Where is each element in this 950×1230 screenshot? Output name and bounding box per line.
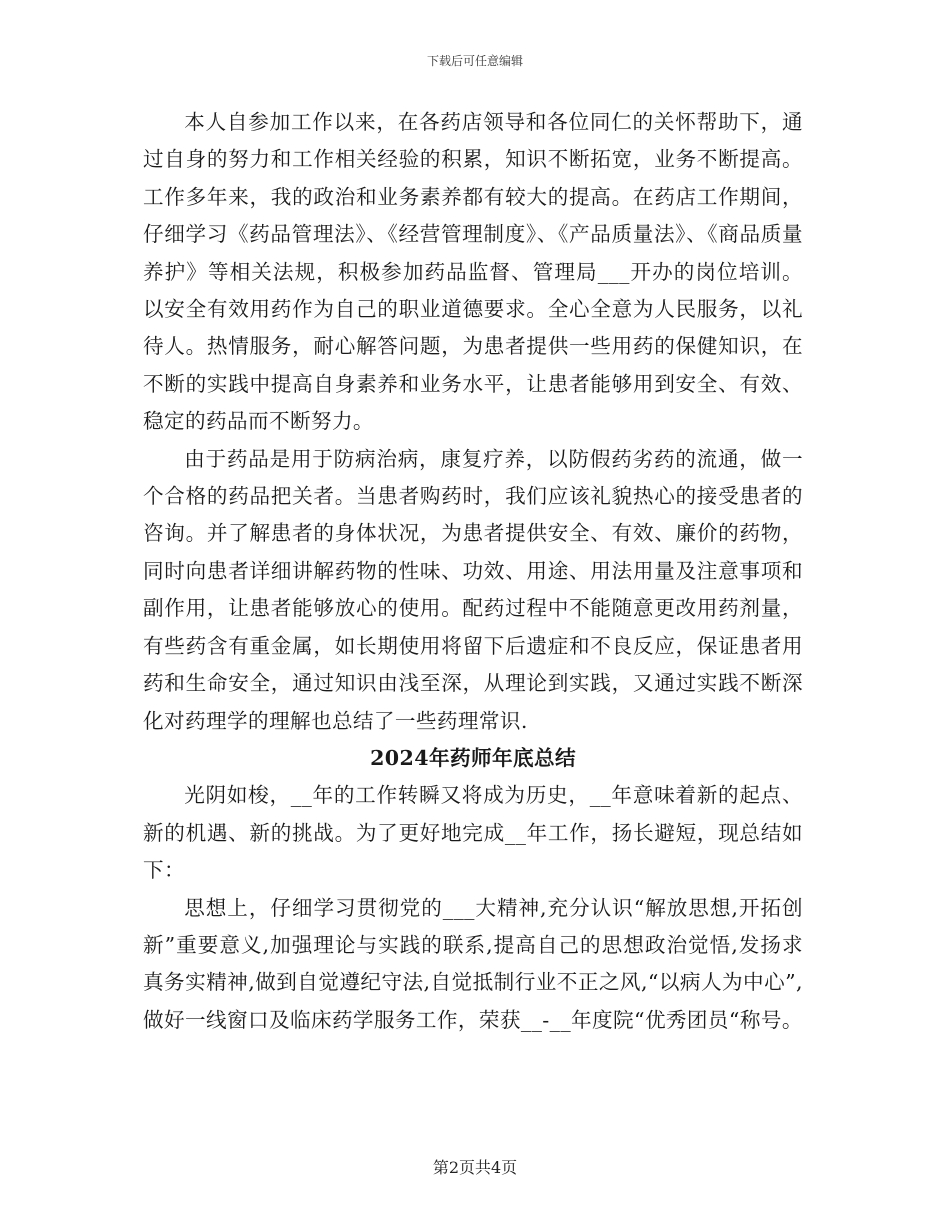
document-body xyxy=(143,104,803,1039)
paragraph-work-experience: 本人自参加工作以来，在各药店领导和各位同仁的关怀帮助下，通过自身的努力和工作相关经验的积累，知识不断拓宽，业务不断提高。工作多年来，我的政治和业务素养都有较大的提高。在药店工作期间，仔细学习《药品管理法》、《经营管理制度》、《产品质量法》、《商品质量养护》等相关法规，积极参加药品监督、管理局___开办的岗位培训。以安全有效用药作为自己的职业道德要求。全心全意为人民服务，以礼待人。热情服务，耐心解答问题，为患者提供一些用药的保健知识，在不断的实践中提高自身素养和业务水平，让患者能够用到安全、有效、稳定的药品而不断努力。 xyxy=(143,110,803,434)
page-number: 第2页共4页 xyxy=(432,1158,518,1177)
paragraph-drug-gatekeeper: 由于药品是用于防病治病，康复疗养，以防假药劣药的流通，做一个合格的药品把关者。当患者购药时，我们应该礼貌热心的接受患者的咨询。并了解患者的身体状况，为患者提供安全、有效、廉价的药物，同时向患者详细讲解药物的性味、功效、用途、用法用量及注意事项和副作用，让患者能够放心的使用。配药过程中不能随意更改用药剂量，有些药含有重金属，如长期使用将留下后遗症和不良反应，保证患者用药和生命安全，通过知识由浅至深，从理论到实践，又通过实践不断深化对药理学的理解也总结了一些药理常识. xyxy=(143,446,803,733)
paragraph-ideology: 思想上，仔细学习贯彻党的___大精神,充分认识“解放思想,开拓创新”重要意义,加强理论与实践的联系,提高自己的思想政治觉悟,发扬求真务实精神,做到自觉遵纪守法,自觉抵制行业不正之风,“以病人为中心”,做好一线窗口及临床药学服务工作，荣获__-__年度院“优秀团员“称号。 xyxy=(143,895,803,1032)
page-header-note: 下载后可任意编辑 xyxy=(426,54,523,68)
section-title: 2024年药师年底总结 xyxy=(370,745,576,770)
paragraph-year-intro: 光阴如梭，__年的工作转瞬又将成为历史，__年意味着新的起点、新的机遇、新的挑战。为了更好地完成__年工作，扬长避短，现总结如下： xyxy=(143,783,803,883)
